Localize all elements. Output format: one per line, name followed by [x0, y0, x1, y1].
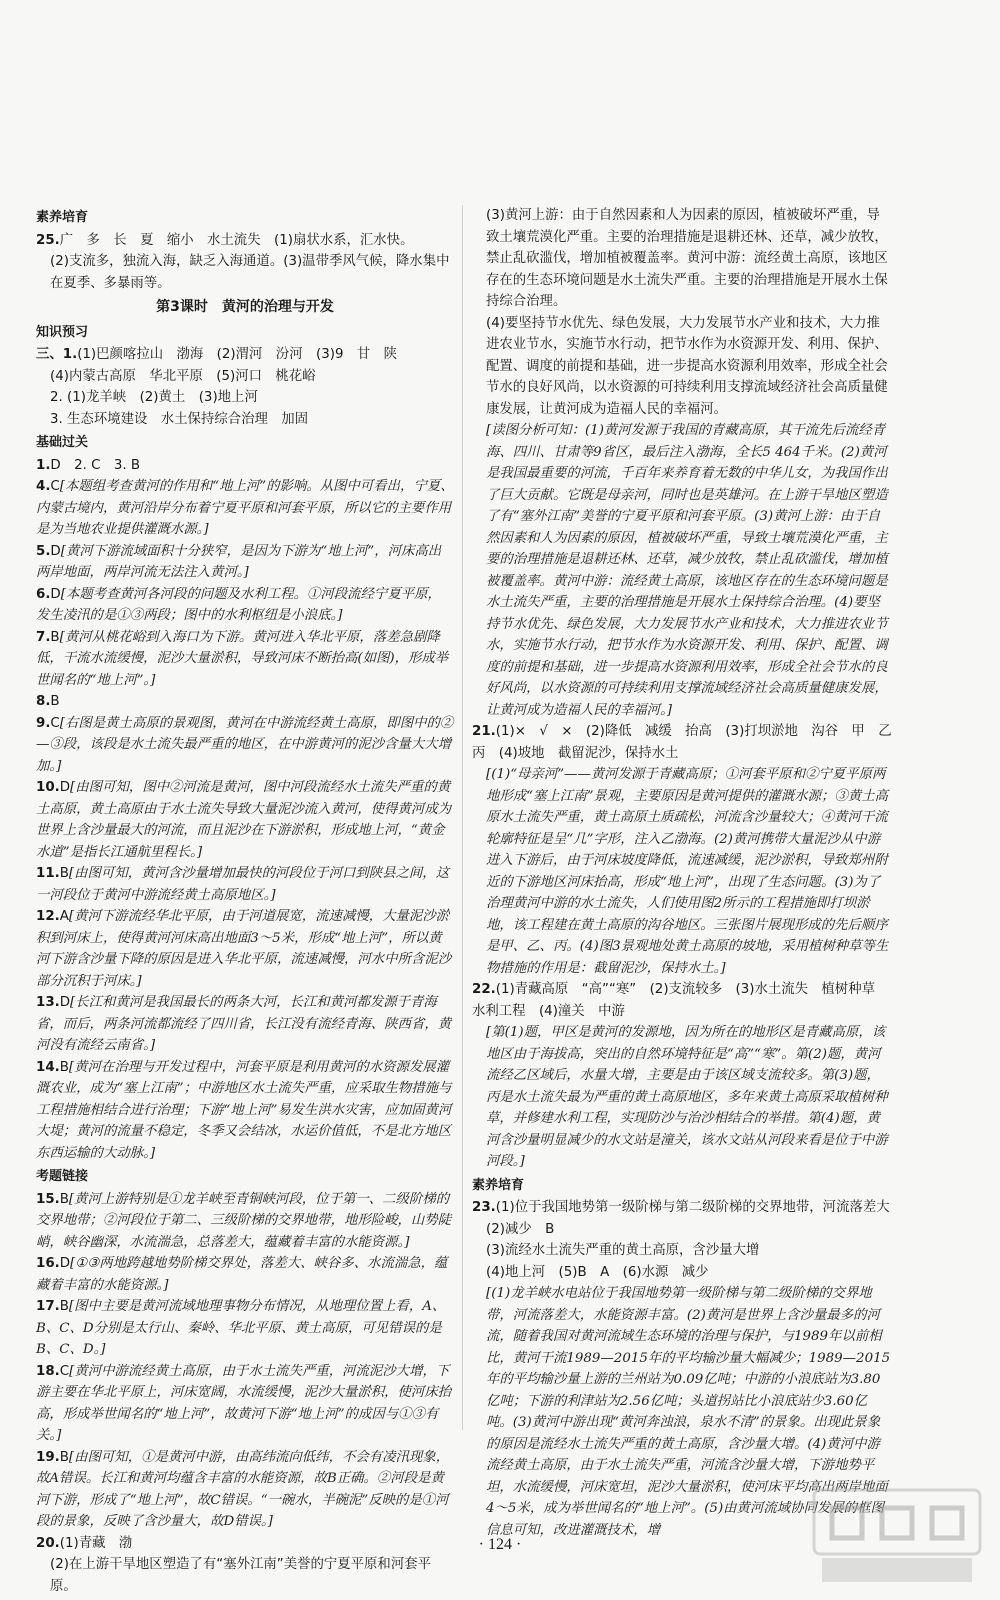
answer-item [36, 455, 454, 477]
explanation: [黄河在治理与开发过程中，河套平原是利用黄河的水资源发展灌溉农业，成为“塞上江南”；中游地区水土流失严重，应采取生物措施与工程措施相结合进行治理；下游“地上河”易发生洪水灾害，应加固黄河大堤；黄河的流量不稳定，冬季又会结冰，水运价值低，不是北方地区东西运输的大动脉。] [36, 1059, 452, 1161]
answer-item [36, 1057, 454, 1165]
answer-text: (1)× √ × (2)降低 减缓 抬高 (3)打坝淤地 沟谷 甲 乙 丙 (4)坡地 截留泥沙，保持水土 [472, 724, 905, 761]
section-heading: 素养培育 [36, 210, 89, 225]
section-heading: 素养培育 [472, 1177, 525, 1193]
answer-text: A [59, 909, 69, 924]
answer-line: (3)流经水土流失严重的黄土高原，含沙量大增 [486, 1243, 760, 1258]
explanation: [图中主要是黄河流域地理事物分布情况，从地理位置上看，A、B、C、D分别是太行山、秦岭、华北平原、黄土高原，可见错误的是B、C、D。] [36, 1299, 446, 1357]
answer-text: B [59, 1191, 69, 1207]
answer-item [36, 1253, 454, 1296]
answer-text: C [59, 1363, 70, 1379]
question-number: 8. [36, 694, 51, 709]
answer-item [36, 1447, 454, 1533]
answer-item [36, 344, 454, 366]
question-number: 18. [36, 1363, 60, 1379]
explanation: [黄河中游流经黄土高原，由于水土流失严重，河流泥沙大增，下游主要在华北平原上，河床宽阔，水流缓慢，泥沙大量淤积，使河床抬高，形成举世闻名的“地上河”，故黄河下游“地上河”的成因与①③有关。] [36, 1363, 452, 1443]
question-number: 10. [36, 780, 60, 795]
question-number: 11. [36, 866, 60, 881]
question-number: 4. [36, 479, 51, 494]
answer-text: C [50, 715, 60, 731]
answer-text: D [50, 586, 61, 602]
answer-item [36, 627, 454, 692]
answer-text: B [50, 694, 60, 709]
question-number: 21. [472, 724, 496, 739]
answer-text: D [59, 995, 71, 1010]
answer-item [36, 476, 454, 541]
explanation: [①③两地跨越地势阶梯交界处，落差大、峡谷多、水流湍急，蕴藏着丰富的水能资源。] [36, 1256, 448, 1293]
question-number: 15. [36, 1191, 60, 1207]
answer-text: D [59, 780, 71, 795]
question-number: 25. [36, 232, 60, 248]
section-heading: 考题链接 [36, 1169, 89, 1184]
answer-text: B [59, 1299, 69, 1314]
answer-text: 广 多 长 夏 缩小 水土流失 (1)扇状水系，汇水快。 [59, 232, 414, 248]
explanation: [黄河从桃花峪到入海口为下游。黄河进入华北平原，落差急剧降低，干流水流缓慢，泥沙大量淤积，导致河床不断抬高(如图)，形成举世闻名的“地上河”。] [36, 629, 449, 688]
answer-text: (1)位于我国地势第一级阶梯与第二级阶梯的交界地带，河流落差大 [495, 1200, 890, 1215]
answer-item [36, 541, 454, 584]
question-number: 19. [36, 1449, 60, 1465]
explanation: [黄河下游流域面积十分狭窄，是因为下游为“地上河”，河床高出两岸地面，两岸河流无法注入黄河。] [36, 543, 442, 580]
answer-text: (1)青藏高原 “高”“寒” (2)支流较多 (3)水土流失 植树种草 水利工程 (4)潼关 中游 [472, 982, 889, 1019]
answer-line: 3. 生态环境建设 水土保持综合治理 加固 [50, 411, 309, 427]
answer-text: B [59, 866, 69, 881]
section-heading: 基础过关 [36, 435, 89, 450]
answer-text: (1)巴颜喀拉山 渤海 (2)渭河 汾河 (3)9 甘 陕 [77, 347, 398, 362]
question-number: 13. [36, 995, 60, 1010]
explanation: [本题考查黄河各河段的问题及水利工程。①河段流经宁夏平原，发生凌汛的是①③两段；图中的水利枢纽是小浪底。] [36, 586, 441, 623]
question-number: 9. [36, 715, 51, 731]
question-number: 7. [36, 629, 51, 645]
answer-line: (3)黄河上游：由于自然因素和人为因素的原因，植被破坏严重，导致土壤荒漠化严重。主要的治理措施是退耕还林、还草，减少放牧，禁止乱砍滥伐，增加植被覆盖率。黄河中游：流经黄土高原，该地区存在的生态环境问题是水土流失严重。主要的治理措施是开展水土保持综合治理。 [486, 208, 888, 309]
answer-line: (4)地上河 (5)B A (6)水源 减少 [486, 1264, 709, 1280]
explanation: [由图可知，黄河含沙量增加最快的河段位于河口到陕县之间，这一河段位于黄河中游流经黄土高原地区。] [36, 866, 450, 903]
question-number: 1. [36, 457, 51, 473]
answer-item [36, 992, 454, 1057]
column-divider [462, 205, 463, 1430]
question-number: 6. [36, 586, 51, 602]
answer-item [36, 1189, 454, 1254]
answer-text: D [50, 543, 61, 559]
answer-item [472, 1197, 892, 1219]
answer-item [472, 721, 905, 764]
question-number: 14. [36, 1059, 60, 1075]
question-number: 三、1. [36, 347, 78, 362]
question-number: 23. [472, 1200, 496, 1215]
answer-item [36, 906, 454, 992]
answer-item [36, 713, 454, 778]
page-number-value: 124 [488, 1536, 512, 1553]
answer-text: B [59, 1449, 69, 1465]
answer-item [36, 584, 454, 627]
question-number: 12. [36, 909, 60, 924]
explanation: [本题组考查黄河的作用和“地上河”的影响。从图中可看出，宁夏、内蒙古境内，黄河沿岸分布着宁夏平原和河套平原，所以它的主要作用是为当地农业提供灌溉水源。] [36, 479, 454, 537]
answer-item [36, 1296, 454, 1361]
answer-line: (2)支流多，独流入海，缺乏入海通道。(3)温带季风气候，降水集中在夏季、多暴雨等。 [50, 254, 450, 291]
explanation: [(1)龙羊峡水电站位于我国地势第一级阶梯与第二级阶梯的交界地带，河流落差大，水能资源丰富。(2)黄河是世界上含沙量最多的河流，随着我国对黄河流域生态环境的治理与保护，与1989年以前相比，黄河干流1989—2015年的平均输沙量大幅减少；1989—2015年的平均输沙量上游的兰州站为0.09亿吨；中游的小浪底站为3.80亿吨；下游的利津站为2.56亿吨；头道拐站比小浪底站少3.60亿吨。(3)黄河中游出现“黄河奔浊浪，泉水不清”的景象。出现此景象的原因是流经水土流失严重的黄土高原，含沙量大增。(4)黄河中游流经黄土高原，由于水土流失严重，河流含沙量大增，下游地势平坦，水流缓慢，河床宽坦，泥沙大量淤积，使河床平均高出两岸地面4～5米，成为举世闻名的“地上河”。(5)由黄河流域协同发展的框图信息可知，改进灌溉技术，增 [486, 1286, 891, 1538]
answer-line: (4)内蒙古高原 华北平原 (5)河口 桃花峪 [50, 368, 316, 384]
answer-text: (1)青藏 渤 [59, 1535, 133, 1551]
answer-text: D [59, 1256, 71, 1271]
answer-line: 2. (1)龙羊峡 (2)黄土 (3)地上河 [50, 390, 258, 405]
answer-item [36, 863, 454, 906]
answer-text: C [50, 479, 60, 494]
explanation: [读图分析可知：(1)黄河发源于我国的青藏高原，其干流先后流经青海、四川、甘肃等9省区，最后注入渤海，全长5 464千米。(2)黄河是我国最重要的河流，千百年来养育着无数的中华儿女，为我国作出了巨大贡献。它既是母亲河，同时也是英雄河。在上游干旱地区塑造了有“塞外江南”美誉的宁夏平原和河套平原。(3)黄河上游：由于自然因素和人为因素的原因，植被破坏严重，导致土壤荒漠化严重，主要的治理措施是退耕还林、还草，减少放牧，禁止乱砍滥伐，增加植被覆盖率。黄河中游：流经黄土高原，该地区存在的生态环境问题是水土流失严重，主要的治理措施是开展水土保持综合治理。(4)要坚持节水优先、绿色发展，大力发展节水产业和技术，大力推进农业节水，实施节水行动，把节水作为水资源开发、利用、保护、配置、调度的前提和基础，进一步提高水资源利用效率，形成全社会节水的良好风尚，以水资源的可持续利用支撑流域经济社会高质量健康发展，让黄河成为造福人民的幸福河。] [486, 423, 888, 718]
answer-item [36, 230, 454, 252]
lesson-title: 第3课时 黄河的治理与开发 [156, 299, 334, 315]
answer-text: D 2. C 3. B [50, 457, 141, 473]
explanation: [黄河上游特别是①龙羊峡至青铜峡河段，位于第一、二级阶梯的交界地带；②河段位于第二、三级阶梯的交界地带，地形险峻，山势陡峭，峡谷幽深，水流湍急，总落差大，蕴藏着丰富的水能资源。] [36, 1191, 452, 1250]
explanation: [黄河下游流经华北平原，由于河道展宽，流速减慢，大量泥沙淤积到河床上，使得黄河河床高出地面3～5米，形成“地上河”，所以黄河下游含沙量下降的原因是进入华北平原，流速减慢，河水中所含泥沙部分沉积于河床。] [36, 909, 452, 989]
answer-item [36, 691, 454, 713]
answer-text: B [50, 629, 60, 645]
right-column [472, 205, 905, 1541]
answer-line: (2)减少 B [486, 1221, 555, 1237]
explanation: [由图可知，图中②河流是黄河，图中河段流经水土流失严重的黄土高原，黄土高原由于水土流失导致大量泥沙流入黄河，使得黄河成为世界上含沙量最大的河流，而且泥沙在下游淤积，形成地上河，“黄金水道”是指长江通航里程长。] [36, 780, 452, 860]
explanation: [右图是黄土高原的景观图，黄河在中游流经黄土高原，即图中的②—③段，该段是水土流失最严重的地区，在中游黄河的泥沙含量大大增加。] [36, 715, 454, 774]
answer-item [472, 979, 892, 1022]
explanation: [由图可知，①是黄河中游，由高纬流向低纬，不会有凌汛现象，故A错误。长江和黄河均蕴含丰富的水能资源，故B正确。②河段是黄河下游，形成了“地上河”，故C错误。“一碗水，半碗泥”反映的是①河段的景象，反映了含沙量大，故D错误。] [36, 1449, 450, 1529]
question-number: 22. [472, 982, 496, 997]
section-heading: 知识预习 [36, 324, 89, 340]
answer-text: B [59, 1059, 69, 1075]
answer-line: (2)在上游干旱地区塑造了有“塞外江南”美誉的宁夏平原和河套平原。 [50, 1557, 431, 1594]
left-column [36, 205, 454, 1597]
question-number: 17. [36, 1299, 60, 1314]
explanation: [(1)“母亲河”——黄河发源于青藏高原；①河套平原和②宁夏平原两地形成“塞上江南”景观，主要原因是黄河提供的灌溉水源；③黄土高原水土流失严重，黄土高原土质疏松，河流含沙量较大；④黄河干流轮廓特征是呈“几”字形，注入乙渤海。(2)黄河携带大量泥沙从中游进入下游后，由于河床坡度降低，流速减缓，泥沙淤积，导致郑州附近的下游地区河床抬高，形成“地上河”，出现了生态问题。(3)为了治理黄河中游的水土流失，人们使用图2所示的工程措施即打坝淤地，该工程建在黄土高原的沟谷地区。三张图片展现形成的先后顺序是甲、乙、丙。(4)图3景观地处黄土高原的坡地，采用植树种草等生物措施的作用是：截留泥沙，保持水土。] [486, 767, 889, 976]
watermark-logo [812, 1488, 982, 1586]
page-number: · 124 · [478, 1536, 522, 1553]
explanation: [长江和黄河是我国最长的两条大河，长江和黄河都发源于青海省，而后，两条河流都流经了四川省，长江没有流经青海、陕西省，黄河没有流经云南省。] [36, 995, 452, 1053]
question-number: 16. [36, 1256, 60, 1271]
explanation: [第(1)题，甲区是黄河的发源地，因为所在的地形区是青藏高原，该地区由于海拔高，突出的自然环境特征是“高”“寒”。第(2)题，黄河流经乙区域后，水量大增，主要是由于该区域支流较多。第(3)题，丙是水土流失最为严重的黄土高原地区，多年来黄土高原采取植树种草，并修建水利工程，实现防沙与治沙相结合的举措。第(4)题，黄河含沙量明显减少的水文站是潼关，该水文站从河段来看是位于中游河段。] [486, 1025, 888, 1169]
answer-line: (4)要坚持节水优先、绿色发展，大力发展节水产业和技术，大力推进农业节水，实施节水行动，把节水作为水资源开发、利用、保护、配置、调度的前提和基础，进一步提高水资源利用效率，形成全社会节水的良好风尚，以水资源的可持续利用支撑流域经济社会高质量健康发展，让黄河成为造福人民的幸福河。 [486, 315, 888, 417]
answer-item [36, 777, 454, 863]
question-number: 20. [36, 1535, 60, 1551]
question-number: 5. [36, 543, 51, 559]
answer-item [36, 1361, 454, 1447]
